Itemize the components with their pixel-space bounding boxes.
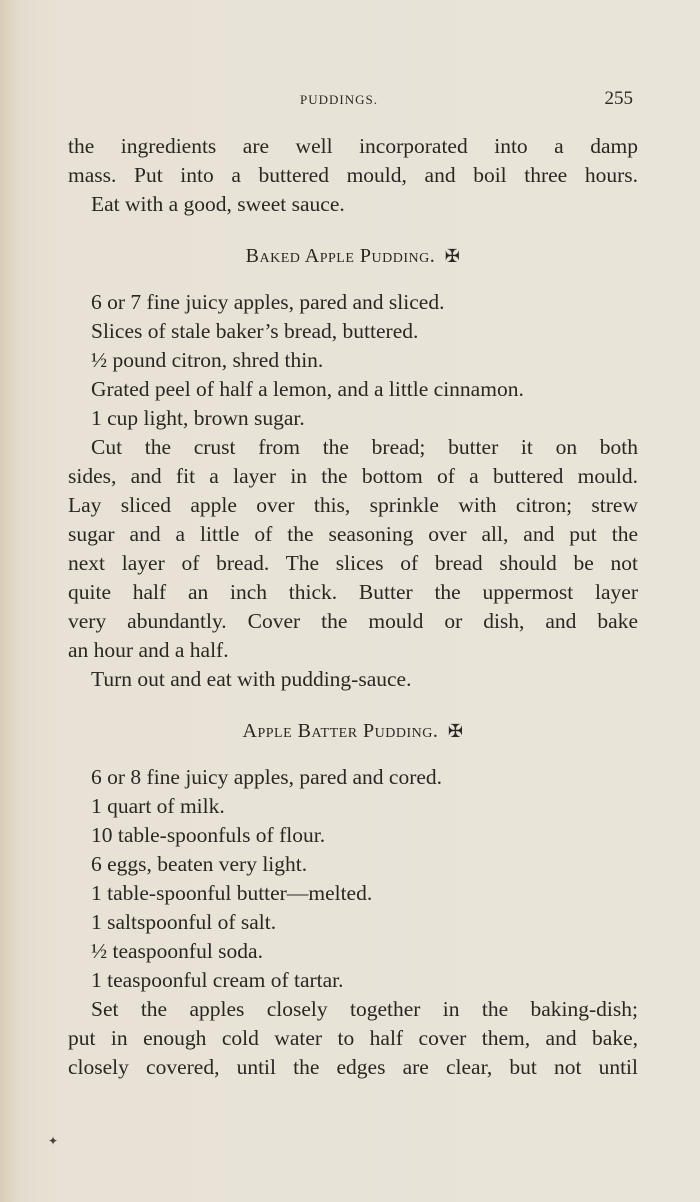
ingredient-line: ½ pound citron, shred thin. — [91, 348, 324, 372]
page-header — [68, 88, 633, 118]
text-line: Cut the crust from the bread; butter it on both — [91, 435, 638, 459]
text-line: very abundantly. Cover the mould or dish, and bake — [68, 609, 638, 633]
ingredient-line: Grated peel of half a lemon, and a little cinnamon. — [91, 377, 524, 401]
recipe-title — [68, 717, 638, 746]
running-head: PUDDINGS. — [300, 92, 378, 107]
ingredient-line: 6 eggs, beaten very light. — [91, 852, 308, 876]
text-line: quite half an inch thick. Butter the uppermost layer — [68, 580, 638, 604]
maltese-cross-icon: ✠ — [444, 246, 461, 266]
text-line: an hour and a half. — [68, 638, 229, 662]
ingredient-line: ½ teaspoonful soda. — [91, 939, 263, 963]
text-line: mass. Put into a buttered mould, and boil three hours. — [68, 163, 638, 187]
recipe-title-text: Baked Apple Pudding. — [245, 245, 436, 267]
page-number: 255 — [604, 88, 633, 109]
text-line: Set the apples closely together in the baking-dish; — [91, 997, 638, 1021]
ingredient-line: 6 or 7 fine juicy apples, pared and sliced. — [91, 290, 445, 314]
ingredient-line: 6 or 8 fine juicy apples, pared and cored. — [91, 765, 443, 789]
text-line: the ingredients are well incorporated into a damp — [68, 134, 638, 158]
ingredient-line: 1 saltspoonful of salt. — [91, 910, 277, 934]
recipe-title-text: Apple Batter Pudding. — [242, 720, 439, 742]
ingredient-line: 1 teaspoonful cream of tartar. — [91, 968, 344, 992]
ingredient-line: 1 cup light, brown sugar. — [91, 406, 305, 430]
page-body — [68, 132, 638, 1082]
text-line: sides, and fit a layer in the bottom of a buttered mould. — [68, 464, 638, 488]
maltese-cross-icon: ✠ — [447, 721, 464, 741]
ingredient-line: 1 table-spoonful butter—melted. — [91, 881, 373, 905]
recipe-title — [68, 242, 638, 271]
text-line: closely covered, until the edges are clear, but not until — [68, 1055, 638, 1079]
text-line: sugar and a little of the seasoning over all, and put the — [68, 522, 638, 546]
text-line: Turn out and eat with pudding-sauce. — [91, 667, 412, 691]
text-line: Lay sliced apple over this, sprinkle with citron; strew — [68, 493, 638, 517]
ingredient-line: 10 table-spoonfuls of flour. — [91, 823, 326, 847]
text-line: put in enough cold water to half cover them, and bake, — [68, 1026, 638, 1050]
ingredient-line: 1 quart of milk. — [91, 794, 225, 818]
ink-speck: ✦ — [48, 1134, 59, 1148]
ingredient-line: Slices of stale baker’s bread, buttered. — [91, 319, 419, 343]
text-line: Eat with a good, sweet sauce. — [91, 192, 345, 216]
text-line: next layer of bread. The slices of bread should be not — [68, 551, 638, 575]
